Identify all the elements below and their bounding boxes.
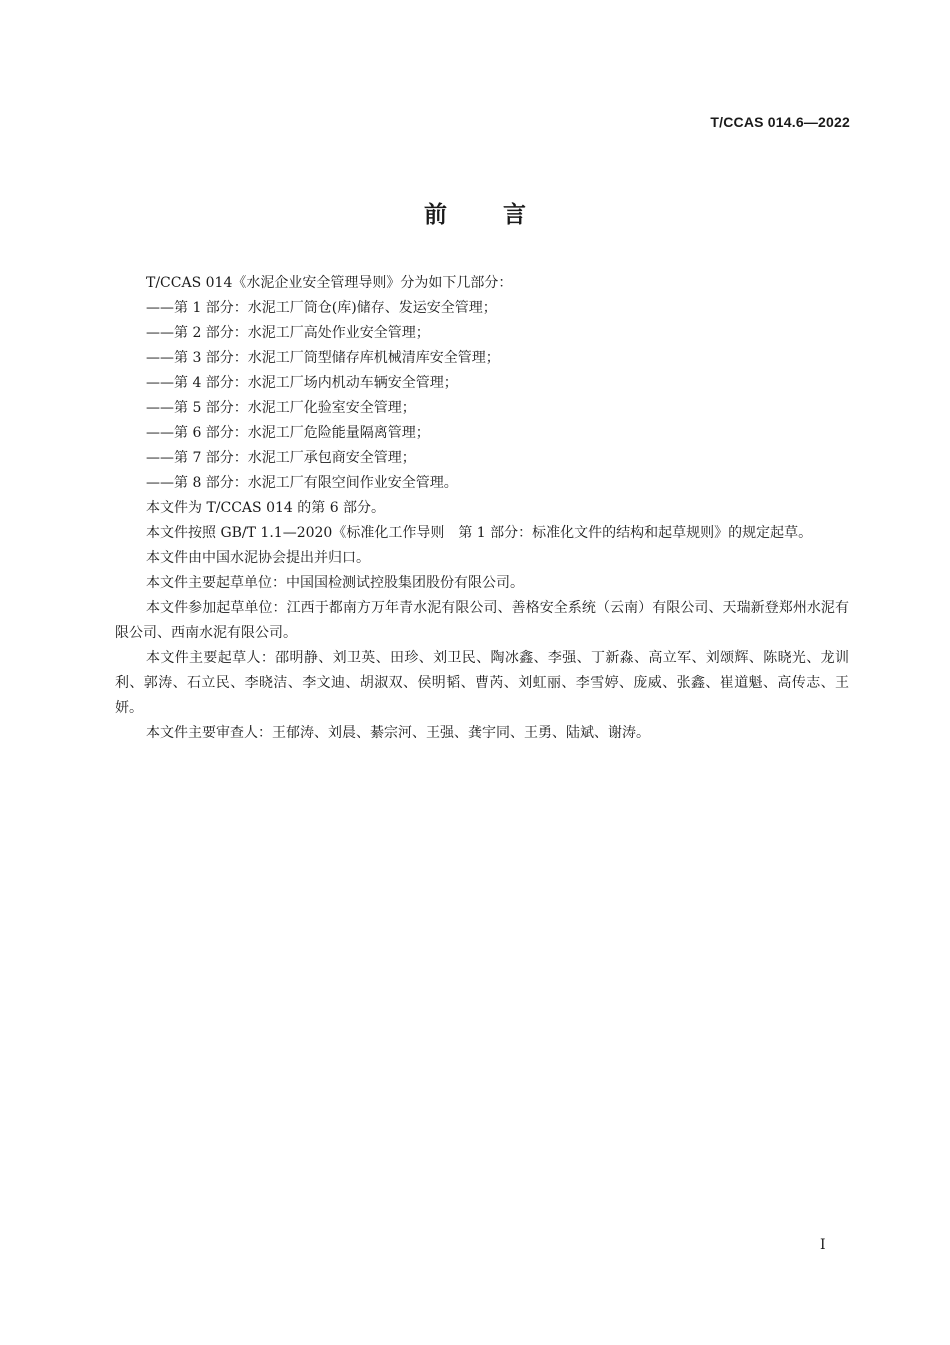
part-list-item: ——第 3 部分：水泥工厂筒型储存库机械清库安全管理； [146,350,500,366]
part-list-item: ——第 6 部分：水泥工厂危险能量隔离管理； [146,425,430,441]
part-list-item: ——第 7 部分：水泥工厂承包商安全管理； [146,450,416,466]
foreword-body [115,271,849,746]
page-title: 前言 [424,202,582,228]
proposer-statement: 本文件由中国水泥协会提出并归口。 [146,550,370,566]
page-number: I [820,1237,826,1253]
participating-units: 本文件参加起草单位：江西于都南方万年青水泥有限公司、善格安全系统（云南）有限公司、天瑞新登郑州水泥有限公司、西南水泥有限公司。 [115,600,849,641]
drafting-rules-statement: 本文件按照 GB/T 1.1—2020《标准化工作导则 第 1 部分：标准化文件的结构和起草规则》的规定起草。 [146,525,813,541]
part-list-item: ——第 5 部分：水泥工厂化验室安全管理； [146,400,416,416]
main-drafting-unit: 本文件主要起草单位：中国国检测试控股集团股份有限公司。 [146,575,524,591]
part-list-item: ——第 2 部分：水泥工厂高处作业安全管理； [146,325,430,341]
document-code: T/CCAS 014.6—2022 [710,114,850,130]
intro-paragraph: T/CCAS 014《水泥企业安全管理导则》分为如下几部分： [146,275,513,291]
main-reviewers: 本文件主要审查人：王郁涛、刘晨、綦宗河、王强、龚宇同、王勇、陆斌、谢涛。 [146,725,650,741]
part-list-item: ——第 8 部分：水泥工厂有限空间作业安全管理。 [146,475,458,491]
part-list-item: ——第 4 部分：水泥工厂场内机动车辆安全管理； [146,375,458,391]
part-list-item: ——第 1 部分：水泥工厂筒仓(库)储存、发运安全管理； [146,300,497,316]
main-drafters: 本文件主要起草人：邵明静、刘卫英、田珍、刘卫民、陶冰鑫、李强、丁新淼、高立军、刘颂辉、陈晓光、龙训利、郭涛、石立民、李晓洁、李文迪、胡淑双、侯明韬、曹芮、刘虹丽、李雪婷、庞威、张鑫、崔道魁、高传志、王妍。 [115,650,849,716]
part-statement: 本文件为 T/CCAS 014 的第 6 部分。 [146,500,386,516]
